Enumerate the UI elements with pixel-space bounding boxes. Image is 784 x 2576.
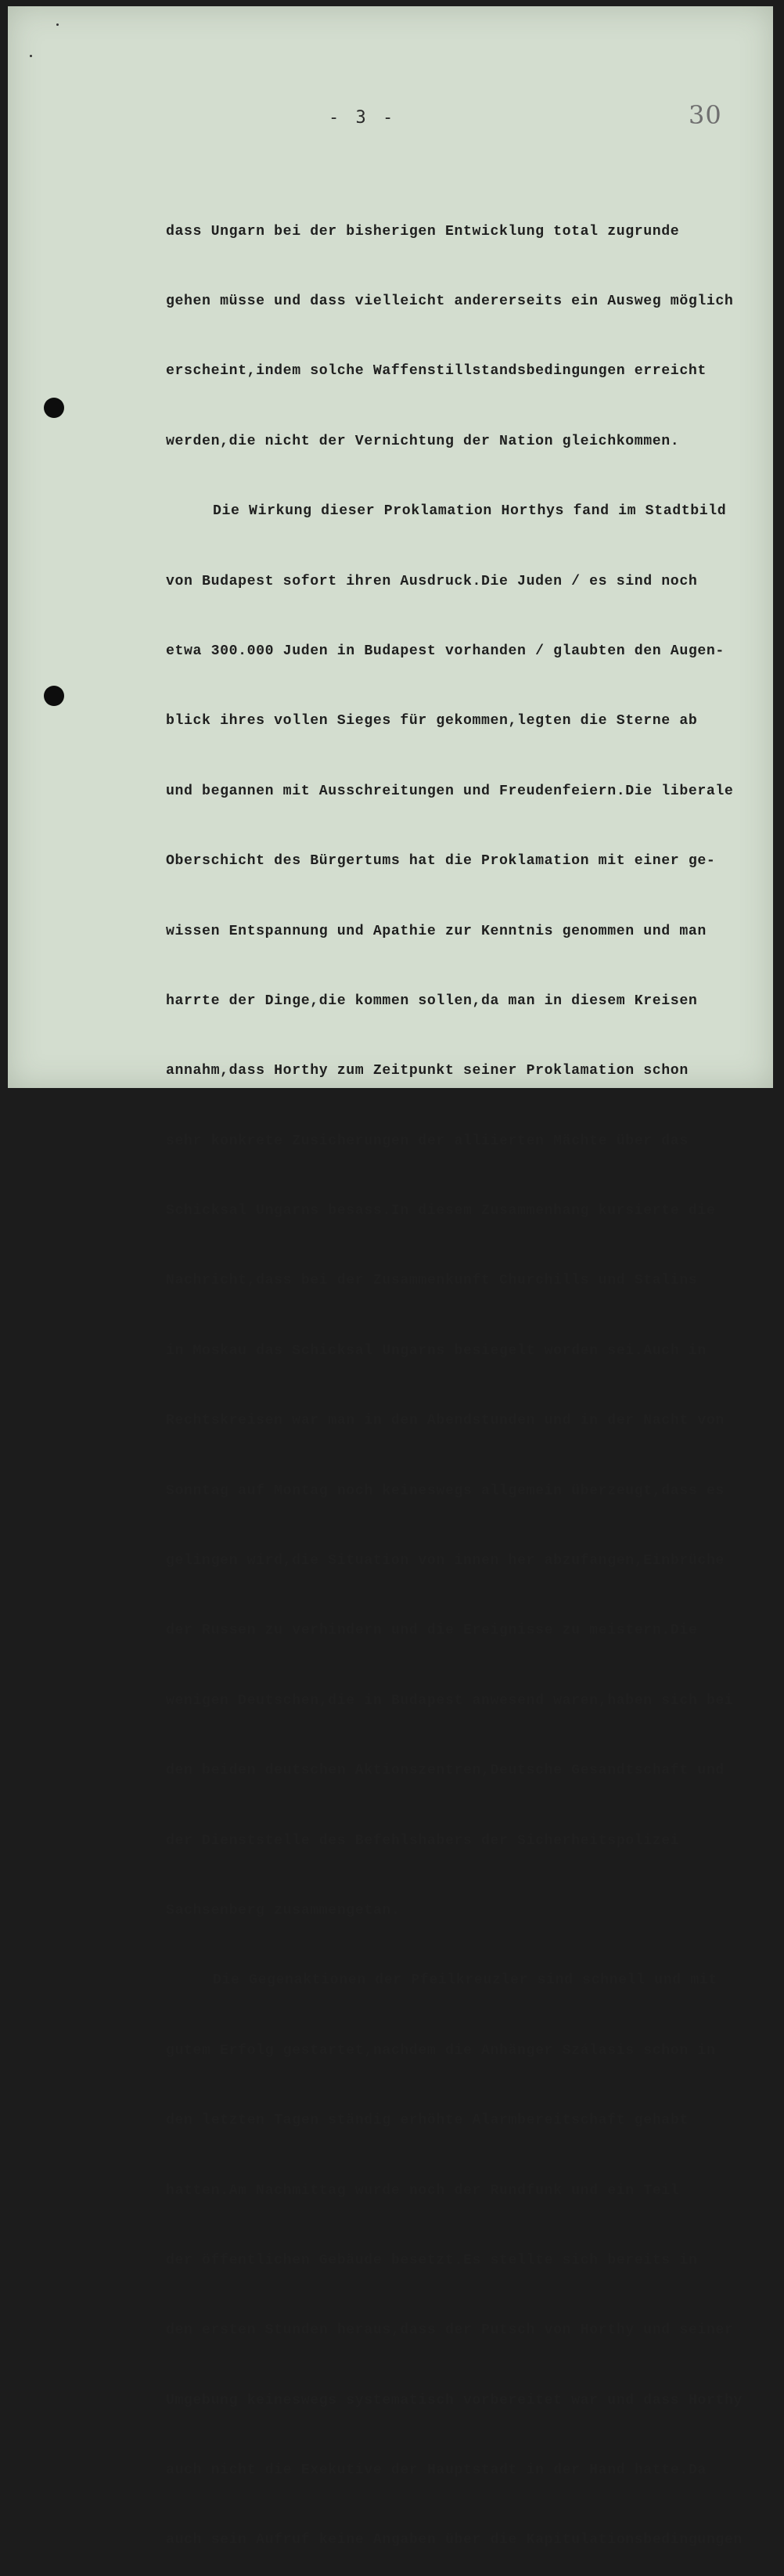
text-line: harrte der Dinge,die kommen sollen,da man in diesem Kreisen bbox=[166, 993, 698, 1009]
typed-body-text bbox=[166, 174, 784, 2576]
punch-hole bbox=[44, 686, 64, 706]
text-line: in Moskau das Schicksal Ungarns besiegelt worden sei.Auch in bbox=[166, 1342, 707, 1359]
text-line: der öffentlichen Gebäude besetzt.Es stellte sich bereits in bbox=[166, 2252, 698, 2268]
text-line: Die Wirkung dieser Proklamation Horthys fand im Stadtbild bbox=[213, 503, 727, 520]
text-line: der Russen zu verhindern und die Ereignisse zu meistern.Die bbox=[166, 1623, 698, 1639]
page-number: - 3 - bbox=[329, 108, 397, 128]
text-line: den letzten Tagen ständig erhöhte Alarmbereitschaft gehabt bbox=[166, 2113, 689, 2129]
text-line: den ersten Stunden heraus,dass der Putsch von Horthy und seiner bbox=[166, 2322, 734, 2339]
text-line: wissen Entspannung und Apathie zur Kenntnis genommen und man bbox=[166, 923, 707, 939]
text-line: gehen müsse und dass vielleicht andererseits ein Ausweg möglich bbox=[166, 293, 734, 309]
text-line: Sonntag auf Montag noch keineswegs allgemein überzeugt,dass es bbox=[166, 1483, 725, 1499]
text-line: und begannen mit Ausschreitungen und Freudenfeiern.Die liberale bbox=[166, 783, 734, 799]
text-line: etwa 300.000 Juden in Budapest vorhanden / glaubten den Augen- bbox=[166, 643, 725, 659]
text-line: von Budapest sofort ihren Ausdruck.Die Juden / es sind noch bbox=[166, 573, 698, 589]
text-line: blick ihres vollen Sieges für gekommen,legten die Sterne ab bbox=[166, 713, 698, 730]
text-line: gelingen wird,die Situation von innen her abzufangen,Einbrüche bbox=[166, 1553, 725, 1569]
text-line: Oberschicht des Bürgertums hat die Proklamation mit einer ge- bbox=[166, 853, 716, 870]
text-line: gutem Erfolg gestartet,nachdem die Anhänger Szálasis schon in bbox=[166, 2042, 716, 2059]
text-line: annahm,dass Horthy zum Zeitpunkt seiner Proklamation schon bbox=[166, 1063, 689, 1079]
paper-speck bbox=[56, 23, 59, 26]
text-line: Die Gegenaktionen der Pfeilkreuzler sind schnell und mit bbox=[213, 1973, 717, 1989]
text-line: Nachricht,dass bei der Zusammenkunft Churchills und Stalins bbox=[166, 1273, 698, 1289]
text-line: sehr konkrete Zusicherungen der alliierten Mächte über das bbox=[166, 1133, 689, 1149]
text-line: Rechtskreisen war man in den Abendstunden und in der Nacht von bbox=[166, 1413, 725, 1429]
text-line: den beiden deutschen Aktionszentren,Deutsche Gesandtschaft und bbox=[166, 1763, 725, 1779]
punch-hole bbox=[44, 398, 64, 418]
text-line: erscheint,indem solche Waffenstillstandsbedingungen erreicht bbox=[166, 363, 707, 380]
text-line: Schicksal Ungarns besass.In diesem Zusammenhang kursierte die bbox=[166, 1203, 716, 1220]
text-line: auch sein Aufruf keine Angaben über die Kapitulationsbedingungen bbox=[166, 2532, 743, 2549]
text-line: Umgebung keineswegs systematisch vorbereitet war und dass Horthy bbox=[166, 2392, 743, 2408]
text-line: auch nicht die Exekutive der Hauptstadt in der Hand hatte.Da bbox=[166, 2463, 707, 2479]
text-line: der Dienststelle des Befehlshabers der Sicherheitspolizei bbox=[166, 1832, 680, 1849]
folio-number: 30 bbox=[689, 100, 722, 130]
paper-speck bbox=[30, 55, 32, 57]
text-line: dass Ungarn bei der bisherigen Entwicklung total zugrunde bbox=[166, 223, 680, 240]
text-line: wenigen Deutschen,die in Budapest anwesend waren,haben sich bei bbox=[166, 1692, 734, 1709]
text-line: hatten.Am Nachmittag wurde noch der Rundfunk und ein Teil bbox=[166, 2182, 680, 2199]
text-line: werden,die nicht der Vernichtung der Nation gleichkommen. bbox=[166, 433, 680, 449]
text-line: Sachsenberg zusammengetan. bbox=[166, 1902, 401, 1918]
